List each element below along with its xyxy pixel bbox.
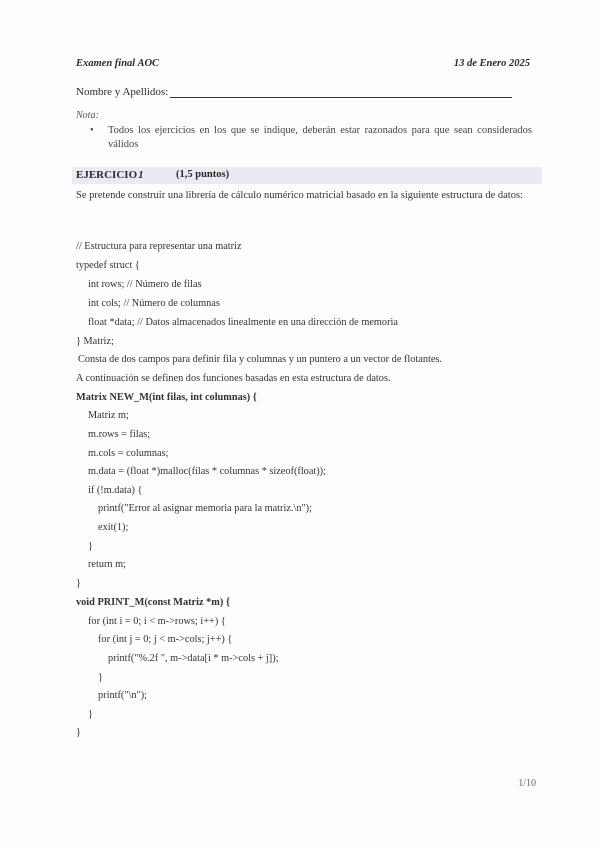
code-line: printf("\n"); <box>98 690 148 701</box>
code-line: if (!m.data) { <box>88 485 143 496</box>
code-line: } <box>98 672 103 683</box>
code-line: printf("Error al asignar memoria para la matriz.\n"); <box>98 503 312 514</box>
exercise-mark: 1 <box>138 169 144 181</box>
exercise-points: (1,5 puntos) <box>176 169 230 180</box>
exam-title: Examen final AOC <box>76 58 160 69</box>
description-line: A continuación se definen dos funciones basadas en esta estructura de datos. <box>76 373 391 384</box>
code-comment: // Estructura para representar una matriz <box>76 241 242 252</box>
exam-date: 13 de Enero 2025 <box>453 58 530 69</box>
code-line: for (int j = 0; j < m->cols; j++) { <box>98 634 233 645</box>
code-line: } <box>88 709 93 720</box>
name-field-row <box>76 86 512 98</box>
code-line: for (int i = 0; i < m->rows; i++) { <box>88 616 226 627</box>
page-number: 1/10 <box>518 778 536 789</box>
code-line: return m; <box>88 559 127 570</box>
nota-label: Nota: <box>76 110 99 121</box>
code-line: m.rows = filas; <box>88 429 151 440</box>
code-line: typedef struct { <box>76 260 140 271</box>
nota-item-text: Todos los ejercicios en los que se indique, deberán estar razonados para que sean considerados válidos <box>108 125 532 150</box>
code-line: } Matriz; <box>76 336 114 347</box>
code-line: m.cols = columnas; <box>88 448 169 459</box>
code-line: int rows; // Número de filas <box>88 279 202 290</box>
code-line: } <box>88 541 93 552</box>
code-line: float *data; // Datos almacenados linealmente en una dirección de memoria <box>88 317 398 328</box>
code-line: m.data = (float *)malloc(filas * columnas * sizeof(float)); <box>88 466 326 477</box>
code-line: printf("%.2f ", m->data[i * m->cols + j]); <box>108 653 279 664</box>
code-line: exit(1); <box>98 522 129 533</box>
description-line: Consta de dos campos para definir fila y columnas y un puntero a un vector de flotantes. <box>78 354 443 365</box>
code-line: } <box>76 727 81 738</box>
exercise-title-text: EJERCICIO <box>76 169 138 181</box>
code-line: Matriz m; <box>88 410 129 421</box>
function-signature: Matrix NEW_M(int filas, int columnas) { <box>76 392 257 403</box>
code-line: } <box>76 578 81 589</box>
nota-item <box>90 124 532 152</box>
function-signature: void PRINT_M(const Matriz *m) { <box>76 597 230 608</box>
name-underline <box>170 87 512 98</box>
bullet-icon: • <box>90 125 94 136</box>
code-line: int cols; // Número de columnas <box>88 298 220 309</box>
exercise-intro: Se pretende construir una librería de cálculo numérico matricial basado en la siguiente estructura de datos: <box>76 190 523 201</box>
name-label: Nombre y Apellidos: <box>76 86 169 98</box>
exercise-title <box>76 169 144 181</box>
